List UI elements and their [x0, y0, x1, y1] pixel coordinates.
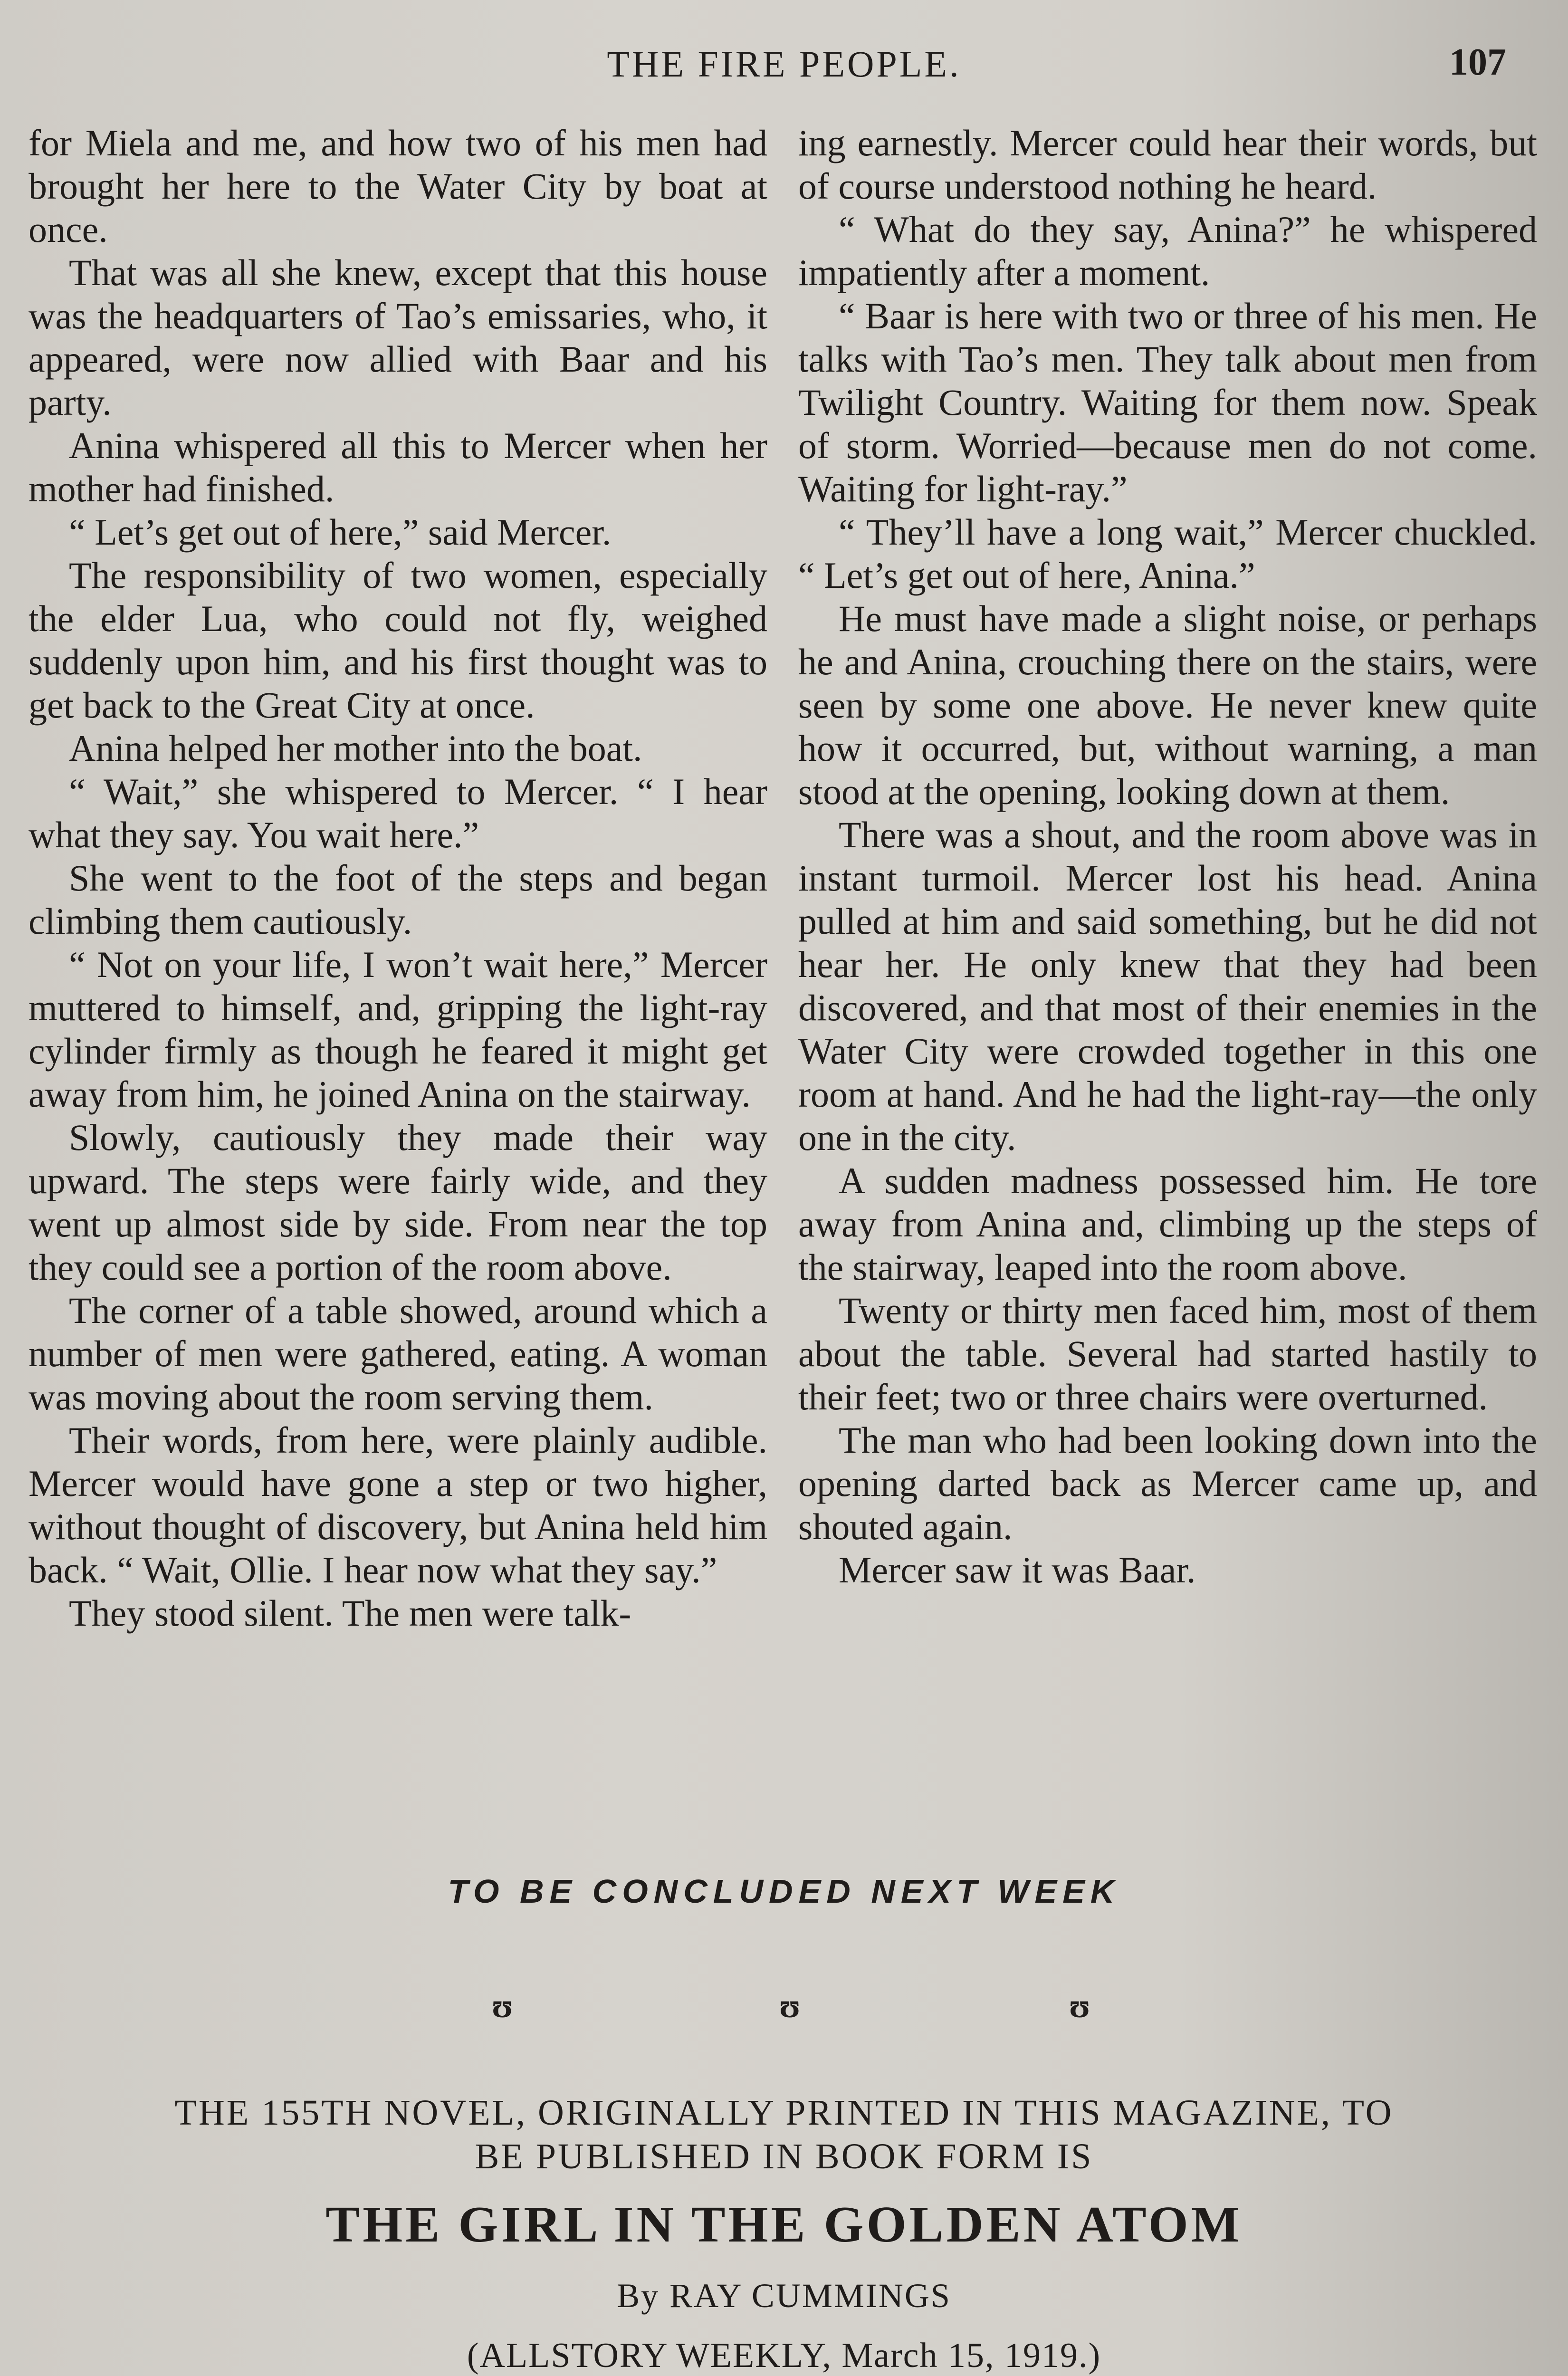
- right-column: [798, 121, 1537, 1591]
- author-name: RAY CUMMINGS: [669, 2277, 951, 2315]
- paragraph: “ Wait,” she whispered to Mercer. “ I hear what they say. You wait here.”: [29, 771, 767, 855]
- paragraph: for Miela and me, and how two of his men had brought her here to the Water City by boat at once.: [29, 122, 767, 250]
- running-title: THE FIRE PEOPLE.: [607, 43, 961, 85]
- paragraph: Twenty or thirty men faced him, most of them about the table. Several had started hastily to their feet; two or three chairs were overturned.: [798, 1290, 1537, 1418]
- by-label: By: [617, 2277, 660, 2315]
- continued-notice: TO BE CONCLUDED NEXT WEEK: [448, 1873, 1120, 1910]
- paragraph: There was a shout, and the room above was in instant turmoil. Mercer lost his head. Anina pulled at him and said something, but he did not hear her. He only knew that they had been discovered, and that most of their enemies in the Water City were crowded together in this one room at hand. And he had the light-ray—the only one in the city.: [798, 814, 1537, 1158]
- page-header: [29, 38, 1539, 95]
- paragraph: “ What do they say, Anina?” he whispered impatiently after a moment.: [798, 209, 1537, 293]
- paragraph: Slowly, cautiously they made their way upward. The steps were fairly wide, and they went up almost side by side. From near the top they could see a portion of the room above.: [29, 1117, 767, 1288]
- story-text: [29, 121, 1535, 1879]
- page-number: 107: [1449, 41, 1506, 83]
- paragraph: Anina helped her mother into the boat.: [69, 728, 642, 769]
- paragraph: A sudden madness possessed him. He tore away from Anina and, climbing up the steps of the stairway, leaped into the room above.: [798, 1160, 1537, 1288]
- paragraph: The corner of a table showed, around which a number of men were gathered, eating. A woman was moving about the room serving them.: [29, 1290, 767, 1418]
- paragraph: That was all she knew, except that this house was the headquarters of Tao’s emissaries, who, it appeared, were now allied with Baar and his party.: [29, 252, 767, 423]
- ornament-icon: ʊ: [492, 1987, 513, 2025]
- book-title: THE GIRL IN THE GOLDEN ATOM: [325, 2196, 1243, 2253]
- paragraph: They stood silent. The men were talk-: [69, 1592, 631, 1634]
- ornament-icon: ʊ: [1069, 1987, 1090, 2025]
- ornament-icon: ʊ: [779, 1987, 801, 2025]
- paragraph: She went to the foot of the steps and began climbing them cautiously.: [29, 857, 767, 942]
- ornament-row: [0, 1986, 1568, 2034]
- left-column: [29, 121, 767, 1635]
- paragraph: He must have made a slight noise, or perhaps he and Anina, crouching there on the stairs, were seen by some one above. He never knew quite how it occurred, but, without warning, a man stood at the opening, looking down at them.: [798, 598, 1537, 812]
- paragraph: The man who had been looking down into the opening darted back as Mercer came up, and shouted again.: [798, 1419, 1537, 1547]
- paragraph: “ Not on your life, I won’t wait here,” Mercer muttered to himself, and, gripping the light-ray cylinder firmly as though he feared it might get away from him, he joined Anina on the stairway.: [29, 944, 767, 1115]
- paragraph: “ Let’s get out of here,” said Mercer.: [69, 511, 612, 553]
- announcement-line: BE PUBLISHED IN BOOK FORM IS: [475, 2136, 1093, 2176]
- source-citation: (ALLSTORY WEEKLY, March 15, 1919.): [467, 2336, 1101, 2375]
- paragraph: “ Baar is here with two or three of his men. He talks with Tao’s men. They talk about men from Twilight Country. Waiting for them now. Speak of storm. Worried—because men do not come. Waiting for light-ray.”: [798, 295, 1537, 509]
- announcement-line: THE 155TH NOVEL, ORIGINALLY PRINTED IN THIS MAGAZINE, TO: [174, 2093, 1394, 2133]
- paragraph: Anina whispered all this to Mercer when her mother had finished.: [29, 425, 767, 509]
- paragraph: “ They’ll have a long wait,” Mercer chuckled. “ Let’s get out of here, Anina.”: [798, 511, 1537, 596]
- paragraph: Mercer saw it was Baar.: [839, 1549, 1196, 1590]
- byline: [0, 2276, 1568, 2316]
- paragraph: Their words, from here, were plainly audible. Mercer would have gone a step or two higher, without thought of discovery, but Anina held him back. “ Wait, Ollie. I hear now what they say.”: [29, 1419, 767, 1590]
- paragraph: ing earnestly. Mercer could hear their words, but of course understood nothing he heard.: [798, 122, 1537, 207]
- announcement-lead: [48, 2091, 1520, 2178]
- paragraph: The responsibility of two women, especially the elder Lua, who could not fly, weighed suddenly upon him, and his first thought was to get back to the Great City at once.: [29, 555, 767, 726]
